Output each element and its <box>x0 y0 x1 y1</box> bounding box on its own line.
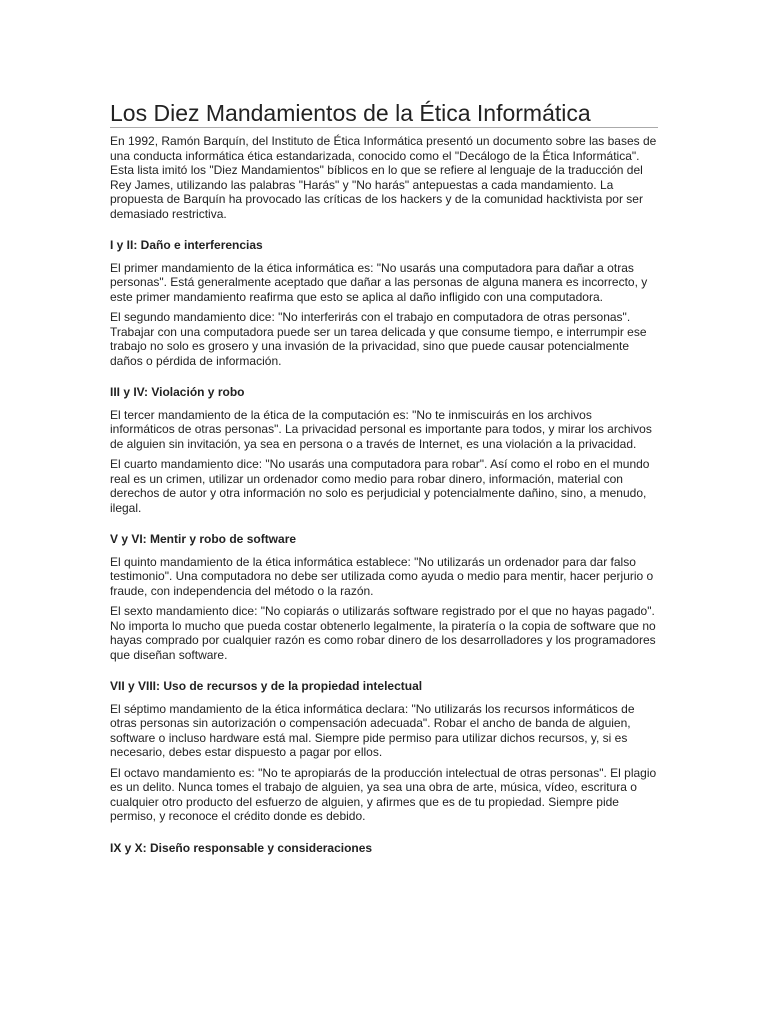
section-paragraph: El octavo mandamiento es: "No te apropiarás de la producción intelectual de otras personas". El plagio es un delito. Nunca tomes el trabajo de alguien, ya sea una obra de arte, música, vídeo, escritura o cualquier otro producto del esfuerzo de alguien, y afirmes que es de tu propiedad. Siempre pide permiso, y reconoce el crédito donde es debido. <box>110 765 657 823</box>
section-5 <box>110 841 658 856</box>
section-2 <box>110 385 658 515</box>
intro-paragraph: En 1992, Ramón Barquín, del Instituto de Ética Informática presentó un documento sobre las bases de una conducta informática ética estandarizada, conocido como el "Decálogo de la Ética Informática". Esta lista imitó los "Diez Mandamientos" bíblicos en lo que se refiere al lenguaje de la traducción del Rey James, utilizando las palabras "Harás" y "No harás" antepuestas a cada mandamiento. La propuesta de Barquín ha provocado las críticas de los hackers y de la comunidad hacktivista por ser demasiado restrictiva. <box>110 134 657 221</box>
section-paragraph: El segundo mandamiento dice: "No interferirás con el trabajo en computadora de otras personas". Trabajar con una computadora puede ser un tarea delicada y que consume tiempo, e interrumpir ese trabajo no solo es grosero y una invasión de la privacidad, sino que puede causar potencialmente daños o pérdida de información. <box>110 310 647 368</box>
section-paragraph: El quinto mandamiento de la ética informática establece: "No utilizarás un ordenador para dar falso testimonio". Una computadora no debe ser utilizada como ayuda o medio para mentir, hacer perjurio o fraude, con independencia del método o la razón. <box>110 554 654 598</box>
section-paragraph: El tercer mandamiento de la ética de la computación es: "No te inmiscuirás en los archivos informáticos de otras personas". La privacidad personal es importante para todos, y mirar los archivos de alguien sin invitación, ya sea en persona o a través de Internet, es una violación a la privacidad. <box>110 407 652 451</box>
section-heading: V y VI: Mentir y robo de software <box>110 532 297 546</box>
section-paragraph: El séptimo mandamiento de la ética informática declara: "No utilizarás los recursos informáticos de otras personas sin autorización o compensación adecuada". Robar el ancho de banda de alguien, software o incluso hardware está mal. Siempre pide permiso para utilizar dichos recursos, y, si es necesario, debes estar dispuesto a pagar por ellos. <box>110 701 635 759</box>
section-1 <box>110 238 658 368</box>
section-paragraph: El primer mandamiento de la ética informática es: "No usarás una computadora para dañar a otras personas". Está generalmente aceptado que dañar a las personas de alguna manera es incorrecto, y este primer mandamiento reafirma que esto se aplica al daño infligido con una computadora. <box>110 260 648 304</box>
section-heading: IX y X: Diseño responsable y consideraciones <box>110 840 373 855</box>
section-paragraph: El cuarto mandamiento dice: "No usarás una computadora para robar". Así como el robo en el mundo real es un crimen, utilizar un ordenador como medio para robar dinero, información, material con derechos de autor y otra información no solo es perjudicial y potencialmente dañino, sino, a menudo, ilegal. <box>110 457 650 515</box>
section-heading: VII y VIII: Uso de recursos y de la propiedad intelectual <box>110 679 423 693</box>
section-heading: III y IV: Violación y robo <box>110 385 245 399</box>
page-title: Los Diez Mandamientos de la Ética Informática <box>110 100 658 128</box>
section-paragraph: El sexto mandamiento dice: "No copiarás o utilizarás software registrado por el que no hayas pagado". No importa lo mucho que pueda costar obtenerlo legalmente, la piratería o la copia de software que no hayas comprado por cualquier razón es como robar dinero de los desarrolladores y los programadores que diseñan software. <box>110 604 656 662</box>
section-3 <box>110 532 658 662</box>
section-4 <box>110 679 658 824</box>
section-heading: I y II: Daño e interferencias <box>110 238 263 252</box>
